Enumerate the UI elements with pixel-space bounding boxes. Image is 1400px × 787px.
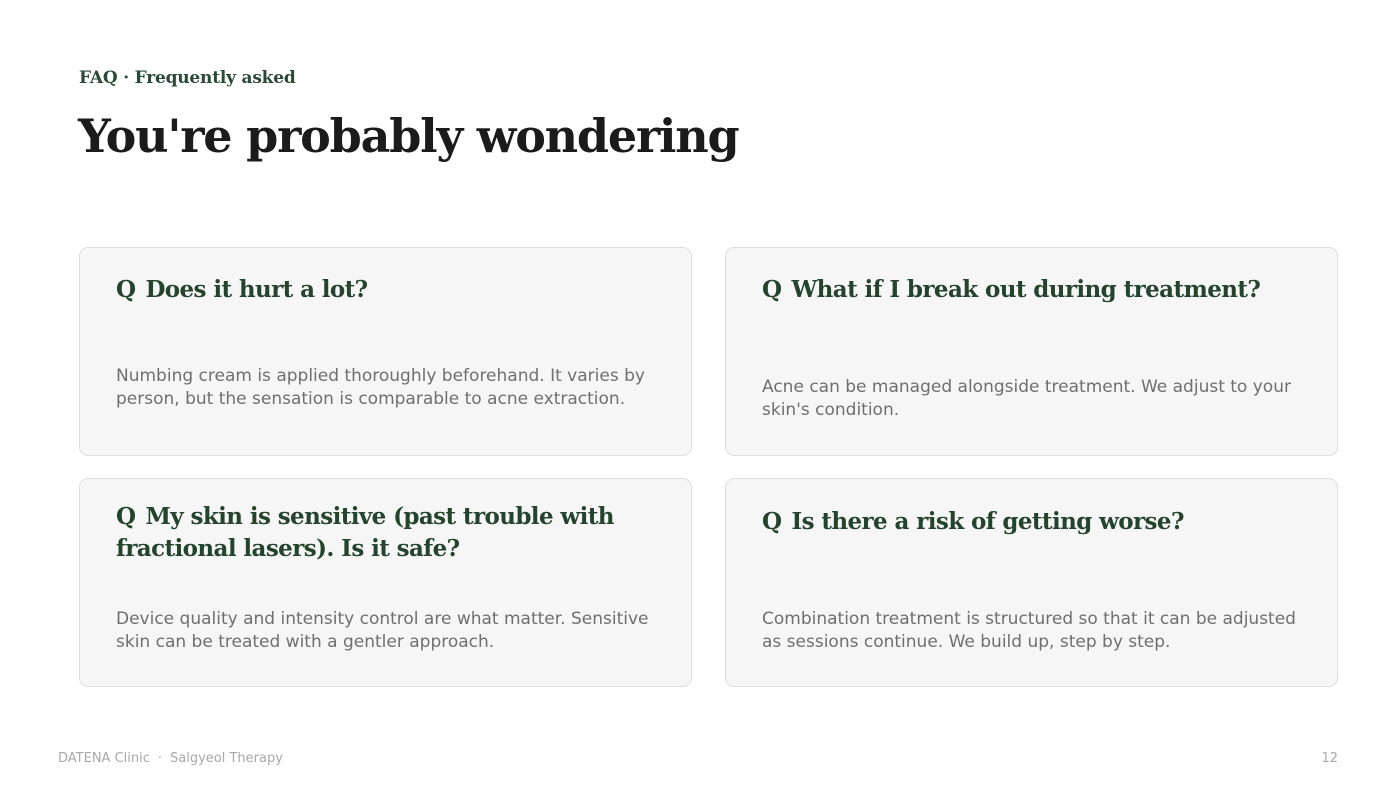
q-marker: Q [762, 508, 782, 535]
q-marker: Q [116, 276, 136, 303]
page-number: 12 [1321, 751, 1338, 766]
faq-question [116, 274, 655, 306]
footer-clinic-name: DATENA Clinic [58, 751, 150, 766]
question-text: My skin is sensitive (past trouble with fractional lasers). Is it safe? [116, 503, 614, 562]
faq-card [725, 247, 1338, 456]
faq-question [762, 274, 1301, 306]
footer-brand [58, 751, 283, 766]
question-text: What if I break out during treatment? [791, 276, 1261, 303]
faq-card [725, 478, 1338, 687]
footer-program-name: Salgyeol Therapy [170, 751, 283, 766]
faq-card [79, 478, 692, 687]
question-text: Is there a risk of getting worse? [791, 508, 1184, 535]
q-marker: Q [762, 276, 782, 303]
faq-answer: Numbing cream is applied thoroughly beforehand. It varies by person, but the sensation is comparable to acne extraction. [116, 366, 645, 409]
faq-answer: Combination treatment is structured so that it can be adjusted as sessions continue. We build up, step by step. [762, 609, 1296, 652]
footer-separator: · [157, 751, 163, 766]
eyebrow-label: FAQ · Frequently asked [79, 68, 296, 88]
page-title: You're probably wondering [78, 109, 739, 163]
faq-answer: Device quality and intensity control are what matter. Sensitive skin can be treated with a gentler approach. [116, 609, 649, 652]
faq-card [79, 247, 692, 456]
faq-answer: Acne can be managed alongside treatment. We adjust to your skin's condition. [762, 377, 1291, 420]
faq-question [762, 506, 1301, 538]
question-text: Does it hurt a lot? [145, 276, 368, 303]
faq-question [116, 501, 655, 565]
q-marker: Q [116, 503, 136, 530]
